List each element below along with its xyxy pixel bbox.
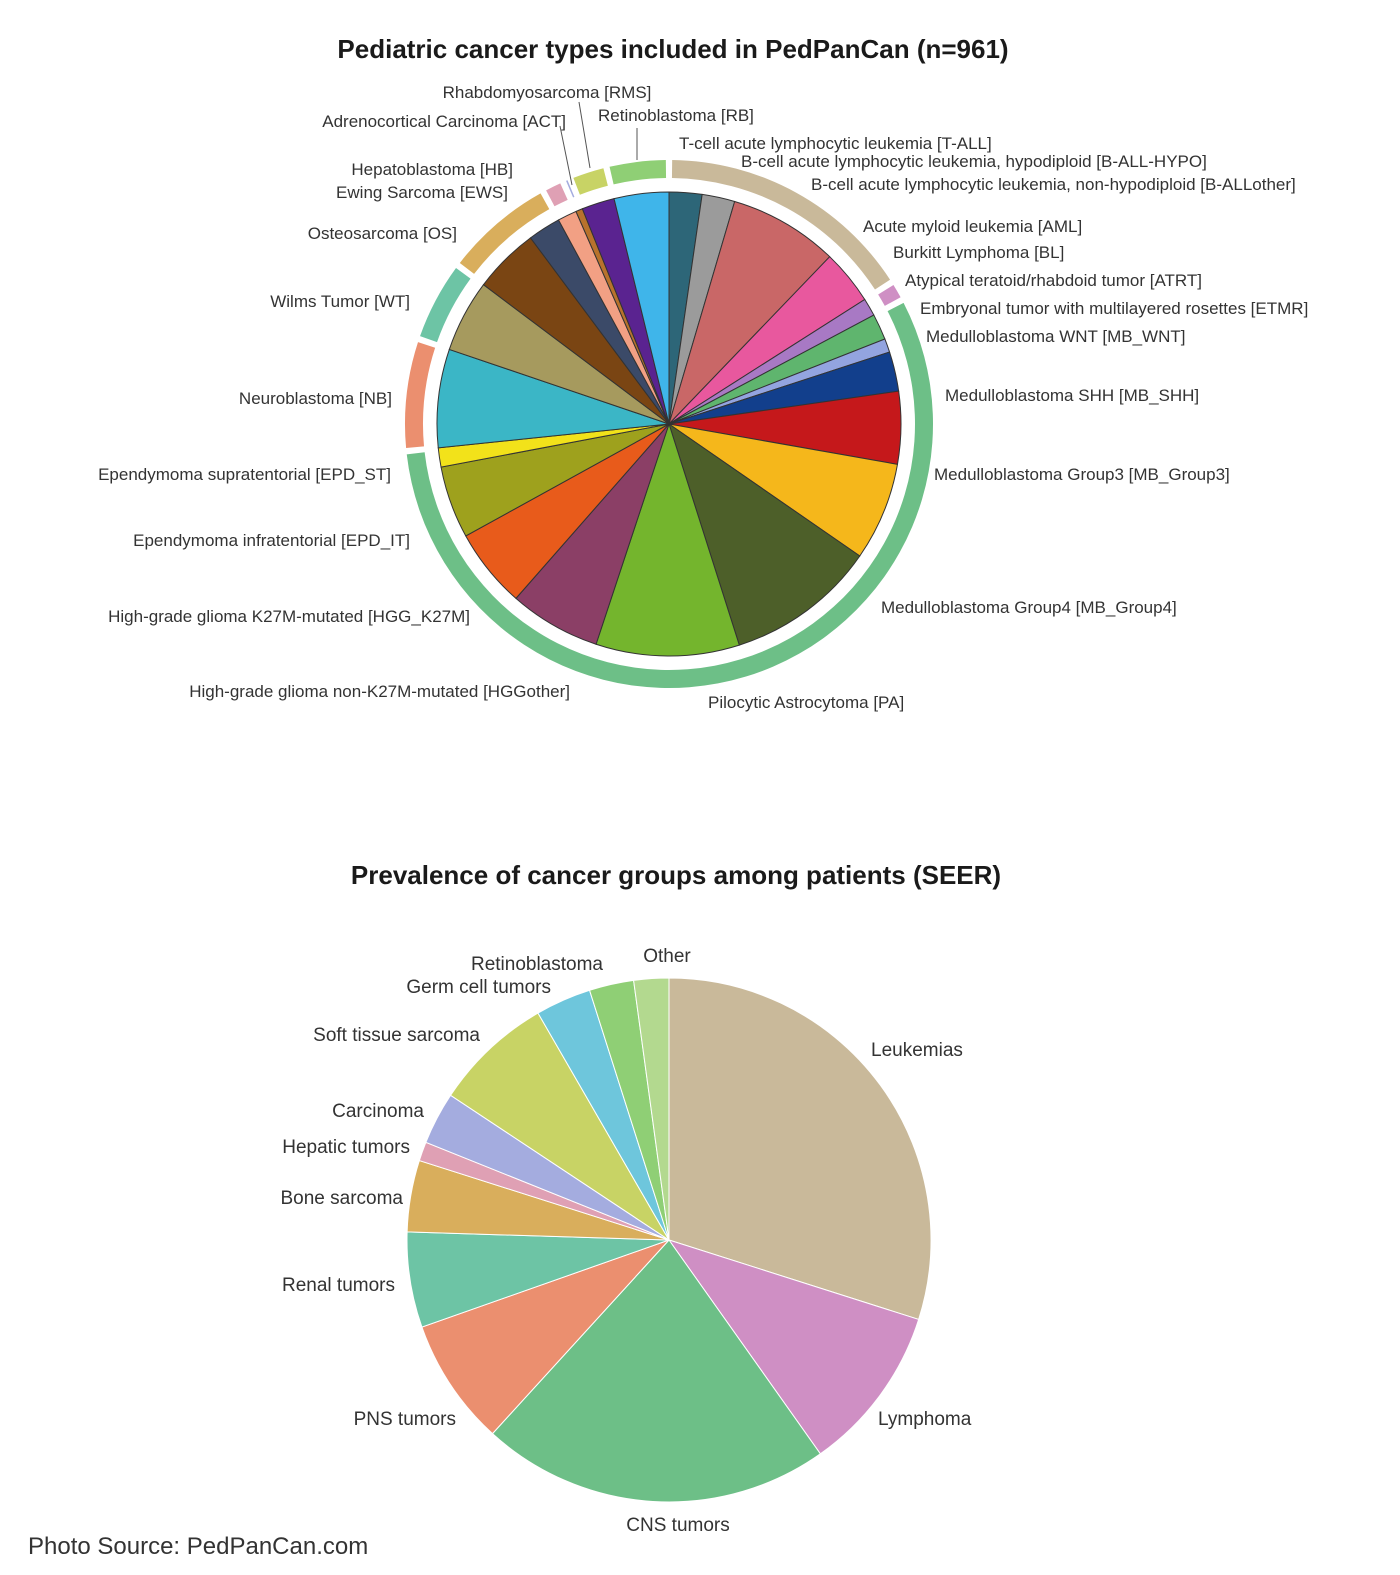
label-hb: Hepatoblastoma [HB] xyxy=(351,160,513,179)
label-wt: Wilms Tumor [WT] xyxy=(270,292,410,311)
label-mb-g3: Medulloblastoma Group3 [MB_Group3] xyxy=(934,465,1230,484)
label-hepatic: Hepatic tumors xyxy=(282,1137,410,1158)
label-bl: Burkitt Lymphoma [BL] xyxy=(893,243,1065,262)
label-retinoblastoma: Retinoblastoma xyxy=(470,954,603,975)
label-carcinoma: Carcinoma xyxy=(332,1101,424,1122)
label-rb: Retinoblastoma [RB] xyxy=(598,106,754,125)
label-mb-shh: Medulloblastoma SHH [MB_SHH] xyxy=(945,386,1200,405)
leader-act xyxy=(560,126,572,185)
label-etmr: Embryonal tumor with multilayered rosettes [ETMR] xyxy=(920,299,1309,318)
label-nb: Neuroblastoma [NB] xyxy=(238,389,392,408)
label-epd-it: Ependymoma infratentorial [EPD_IT] xyxy=(133,531,410,550)
label-renal: Renal tumors xyxy=(282,1275,395,1296)
label-lymphoma: Lymphoma xyxy=(878,1409,972,1430)
label-hgg-other: High-grade glioma non-K27M-mutated [HGGother] xyxy=(189,682,570,701)
label-tall: T-cell acute lymphocytic leukemia [T-ALL] xyxy=(679,134,992,153)
label-pns: PNS tumors xyxy=(353,1409,456,1430)
label-os: Osteosarcoma [OS] xyxy=(307,224,457,243)
label-aml: Acute myloid leukemia [AML] xyxy=(863,217,1083,236)
chart1-title: Pediatric cancer types included in PedPanCan (n=961) xyxy=(337,34,1009,64)
label-epd-st: Ependymoma supratentorial [EPD_ST] xyxy=(98,465,391,484)
chart2-slices xyxy=(407,978,931,1502)
ring-retinoblastoma xyxy=(610,160,666,184)
label-mb-g4: Medulloblastoma Group4 [MB_Group4] xyxy=(881,598,1177,617)
ring-pns-tumors xyxy=(405,342,435,448)
ring-carcinoma xyxy=(566,180,574,197)
label-other: Other xyxy=(643,946,691,967)
label-pa: Pilocytic Astrocytoma [PA] xyxy=(708,693,905,712)
label-act: Adrenocortical Carcinoma [ACT] xyxy=(322,112,566,131)
ring-lymphoma xyxy=(878,285,900,306)
label-mb-wnt: Medulloblastoma WNT [MB_WNT] xyxy=(926,327,1186,346)
label-leukemias: Leukemias xyxy=(871,1040,963,1061)
label-ball-other: B-cell acute lymphocytic leukemia, non-hypodiploid [B-ALLother] xyxy=(811,175,1296,194)
leader-rms xyxy=(579,102,590,168)
label-ball-hypo: B-cell acute lymphocytic leukemia, hypodiploid [B-ALL-HYPO] xyxy=(741,152,1207,171)
ring-soft-tissue-sarcoma xyxy=(573,168,607,194)
chart1-slices xyxy=(437,192,901,656)
label-ews: Ewing Sarcoma [EWS] xyxy=(336,183,508,202)
label-hgg-k27m: High-grade glioma K27M-mutated [HGG_K27M] xyxy=(108,607,470,626)
ring-hepatic-tumors xyxy=(546,183,568,206)
label-rms: Rhabdomyosarcoma [RMS] xyxy=(442,83,652,102)
photo-source: Photo Source: PedPanCan.com xyxy=(28,1533,369,1560)
label-cns: CNS tumors xyxy=(626,1515,730,1536)
label-germ-cell: Germ cell tumors xyxy=(406,977,551,998)
label-soft-tissue: Soft tissue sarcoma xyxy=(313,1025,480,1046)
label-bone: Bone sarcoma xyxy=(280,1188,403,1209)
label-atrt: Atypical teratoid/rhabdoid tumor [ATRT] xyxy=(905,271,1203,290)
chart2-title: Prevalence of cancer groups among patients (SEER) xyxy=(350,860,1002,890)
